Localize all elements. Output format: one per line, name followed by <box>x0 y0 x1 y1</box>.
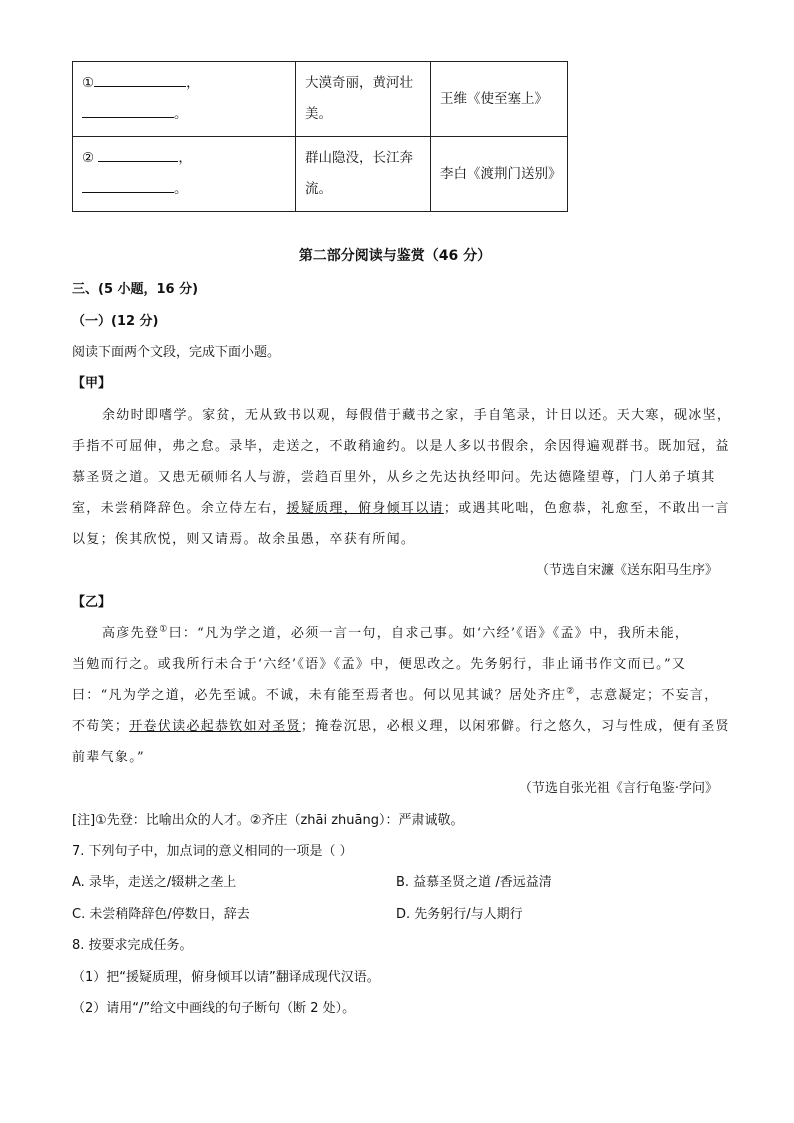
yi-line <box>102 622 718 641</box>
yi-source: （节选自张光祖《言行龟鉴·学问》 <box>518 781 718 796</box>
jia-line: 余幼时即嗜学。家贫，无从致书以观，每假借于藏书之家，手自笔录，计日以还。天大寒，砚冰坚， <box>102 408 732 423</box>
part-three-heading: 三、(5 小题，16 分) <box>72 282 199 297</box>
answer-blank[interactable] <box>98 160 178 162</box>
text-segment: 不苟笑； <box>72 719 130 734</box>
jia-line: 手指不可屈伸，弗之怠。录毕，走送之，不敢稍逾约。以是人多以书假余，余因得遍观群书。既加冠，益 <box>72 439 730 454</box>
row-mark: ② <box>82 150 95 166</box>
blank-cell <box>73 137 296 212</box>
question-8-stem: 8. 按要求完成任务。 <box>72 938 193 953</box>
jia-line: 慕圣贤之道。又患无硕师名人与游，尝趋百里外，从乡之先达执经叩问。先达德隆望尊，门人弟子填其 <box>72 470 716 485</box>
punct: 。 <box>174 181 188 197</box>
instruction: 阅读下面两个文段，完成下面小题。 <box>72 345 281 360</box>
source-cell: 王维《使至塞上》 <box>431 62 568 137</box>
text-segment: 室，未尝稍降辞色。余立侍左右， <box>72 501 287 516</box>
answer-blank[interactable] <box>82 116 174 118</box>
text-segment: ；或遇其叱咄，色愈恭，礼愈至，不敢出一言 <box>443 501 730 516</box>
yi-line: 前辈气象。” <box>72 750 145 765</box>
jia-line: 以复；俟其欣悦，则又请焉。故余虽愚，卒获有所闻。 <box>72 532 416 547</box>
question-8-sub2: （2）请用“/”给文中画线的句子断句（断 2 处）。 <box>72 1001 356 1016</box>
text-segment: ，志意凝定；不妄言， <box>575 688 719 703</box>
poem-table <box>72 61 568 212</box>
punct: ， <box>186 75 200 91</box>
q7-option-a[interactable]: A. 录毕，走送之/辍耕之垄上 <box>72 875 237 890</box>
text-segment: 曰：“凡为学之道，必须一言一句，自求己事。如‘六经’《语》《孟》中，我所未能， <box>168 626 690 641</box>
desc-cell: 大漠奇丽，黄河壮美。 <box>296 62 431 137</box>
desc-cell: 群山隐没，长江奔流。 <box>296 137 431 212</box>
jia-line <box>72 497 730 516</box>
underlined-sentence: 开卷伏读必起恭钦如对圣贤 <box>129 719 301 734</box>
table-row <box>73 137 568 212</box>
q7-option-c[interactable]: C. 未尝稍降辞色/停数日，辞去 <box>72 907 250 922</box>
text-segment: 曰：“凡为学之道，必先至诚。不诚，未有能至焉者也。何以见其诚？居处齐庄 <box>72 688 567 703</box>
q7-option-d[interactable]: D. 先务躬行/与人期行 <box>396 907 523 922</box>
annotation-note: [注]①先登：比喻出众的人才。②齐庄（zhāi zhuāng）：严肃诚敬。 <box>72 813 464 828</box>
blank-cell <box>73 62 296 137</box>
footnote-mark: ② <box>566 686 576 697</box>
passage-jia-label: 【甲】 <box>72 376 112 391</box>
question-8-sub1: （1）把“援疑质理，俯身倾耳以请”翻译成现代汉语。 <box>72 970 380 985</box>
yi-line <box>72 684 718 703</box>
underlined-sentence: 援疑质理，俯身倾耳以请 <box>286 501 444 516</box>
row-mark: ① <box>82 75 95 91</box>
passage-yi-label: 【乙】 <box>72 595 112 610</box>
text-segment: 高彦先登 <box>102 626 160 641</box>
answer-blank[interactable] <box>82 191 174 193</box>
footnote-mark: ① <box>159 624 169 635</box>
text-segment: ；掩卷沉思，必根义理，以闲邪僻。行之悠久，习与性成，便有圣贤 <box>300 719 730 734</box>
source-cell: 李白《渡荆门送别》 <box>431 137 568 212</box>
table-row <box>73 62 568 137</box>
yi-line: 当勉而行之。或我所行未合于‘六经’《语》《孟》中，便思改之。先务躬行，非止诵书作文而已。”又 <box>72 657 687 672</box>
punct: 。 <box>174 106 188 122</box>
answer-blank[interactable] <box>94 85 186 87</box>
punct: ， <box>178 150 192 166</box>
question-7-stem: 7. 下列句子中，加点词的意义相同的一项是（ ） <box>72 844 353 859</box>
part-one-heading: （一）(12 分) <box>72 314 159 329</box>
yi-line <box>72 715 730 734</box>
q7-option-b[interactable]: B. 益慕圣贤之道 /香远益清 <box>396 875 552 890</box>
section-title: 第二部分阅读与鉴赏（46 分） <box>298 248 492 264</box>
jia-source: （节选自宋濂《送东阳马生序》 <box>535 563 718 578</box>
